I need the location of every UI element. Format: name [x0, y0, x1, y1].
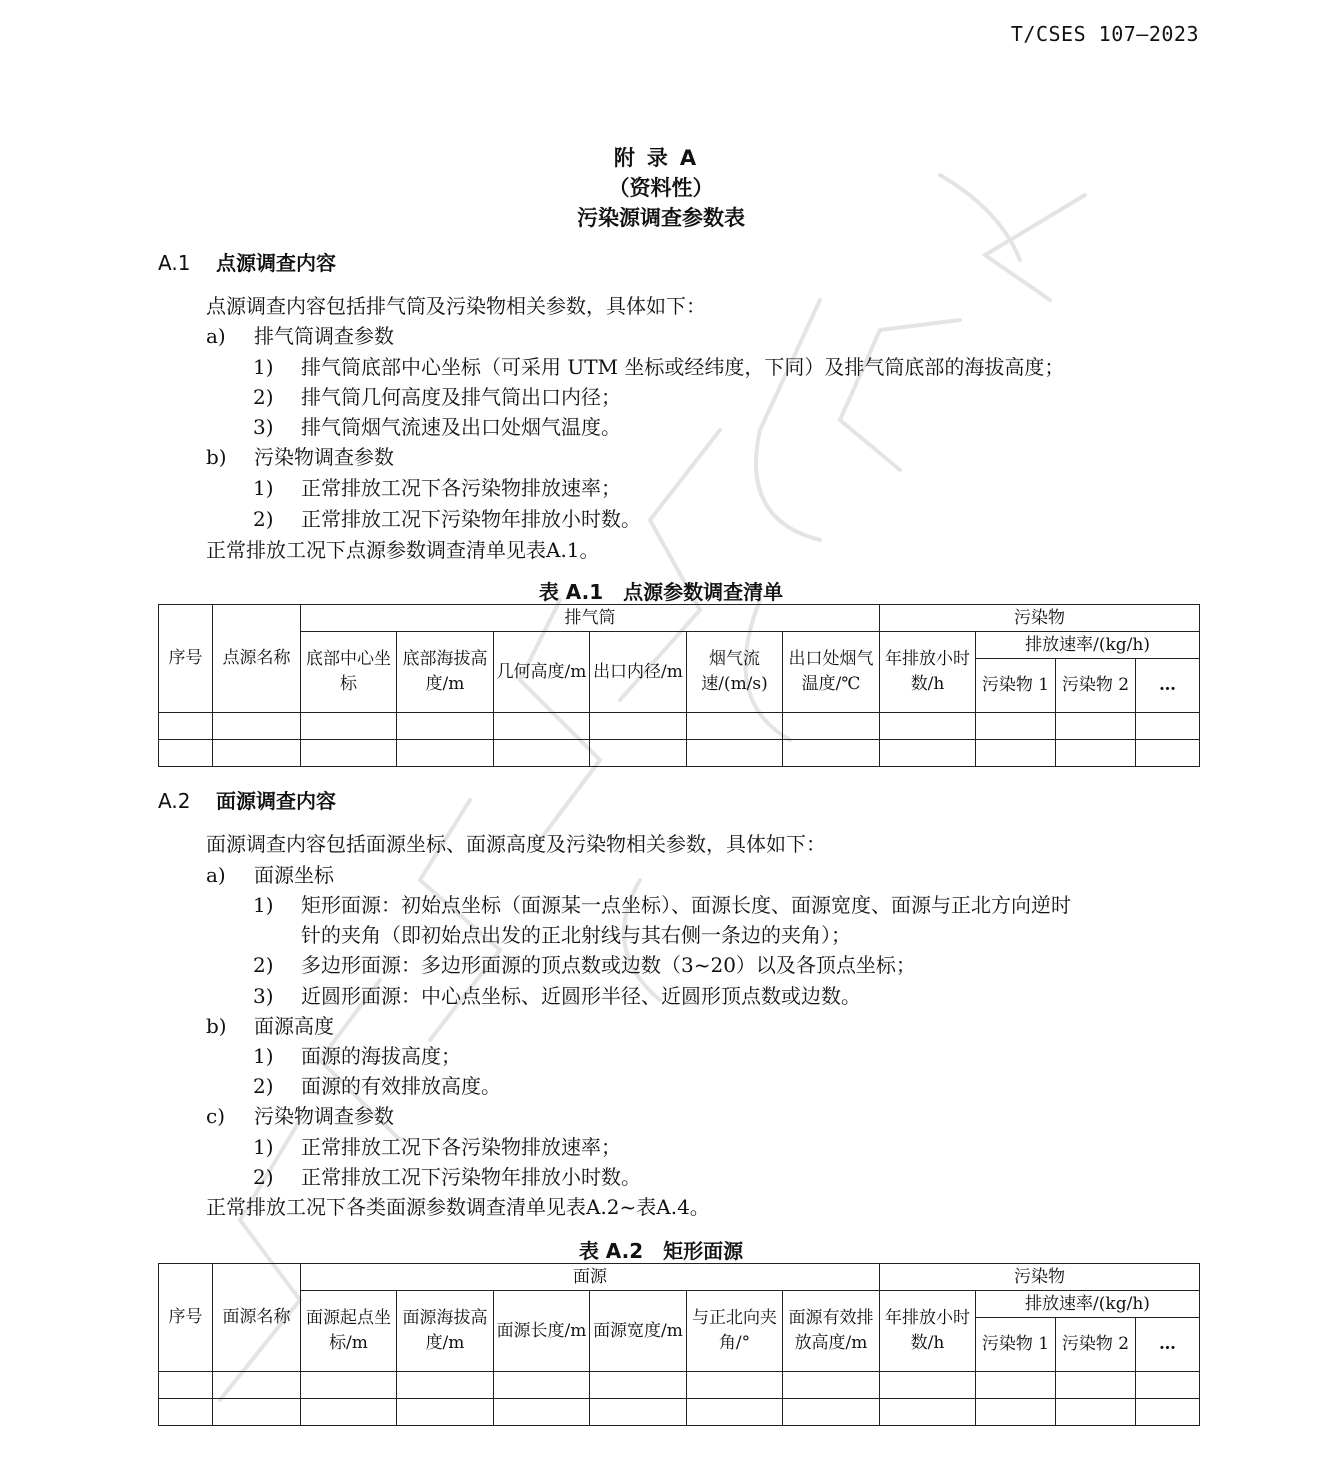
list-item: 3) 近圆形面源：中心点坐标、近圆形半径、近圆形顶点数或边数。: [253, 984, 861, 1008]
section-a2-heading: [158, 785, 336, 814]
col-header: 几何高度/m: [494, 632, 590, 713]
table-row: [159, 1372, 1200, 1399]
section-a2-closing: 正常排放工况下各类面源参数调查清单见表A.2~表A.4。: [206, 1195, 710, 1219]
col-header: 面源有效排放高度/m: [783, 1291, 880, 1372]
col-header: 面源长度/m: [494, 1291, 590, 1372]
table-a2-caption: 表 A.2 矩形面源: [578, 1239, 744, 1263]
document-code: T/CSES 107—2023: [1010, 22, 1199, 46]
col-pollutant-2: 污染物 2: [1056, 659, 1136, 713]
col-more: …: [1136, 659, 1200, 713]
list-item: 1) 面源的海拔高度；: [253, 1044, 461, 1068]
col-hours: 年排放小时数/h: [880, 632, 976, 713]
group-stack: 排气筒: [301, 605, 880, 632]
list-item: 1) 正常排放工况下各污染物排放速率；: [253, 476, 621, 500]
col-pollutant-1: 污染物 1: [976, 659, 1056, 713]
table-row: [159, 740, 1200, 767]
col-header: 面源宽度/m: [590, 1291, 687, 1372]
group-pollutant: 污染物: [880, 1264, 1200, 1291]
list-item: b) 面源高度: [206, 1014, 334, 1038]
section-a2-title: 面源调查内容: [216, 789, 336, 813]
list-item: 1) 正常排放工况下各污染物排放速率；: [253, 1135, 621, 1159]
appendix-heading: 污染源调查参数表: [577, 206, 745, 230]
col-header: 烟气流速/(m/s): [687, 632, 783, 713]
list-item: 2) 正常排放工况下污染物年排放小时数。: [253, 507, 641, 531]
section-a1-title: 点源调查内容: [216, 251, 336, 275]
section-a2-number: A.2: [158, 789, 191, 813]
list-item: 2) 排气筒几何高度及排气筒出口内径；: [253, 385, 621, 409]
list-item: b) 污染物调查参数: [206, 445, 394, 469]
list-item: a) 排气筒调查参数: [206, 324, 394, 348]
section-a1-heading: [158, 247, 336, 276]
table-a1: [158, 604, 1200, 767]
appendix-subtitle: （资料性）: [608, 176, 714, 200]
table-row: [159, 1399, 1200, 1426]
col-header: 底部海拔高度/m: [397, 632, 494, 713]
col-header: 与正北向夹角/°: [687, 1291, 783, 1372]
col-pollutant-2: 污染物 2: [1056, 1318, 1136, 1372]
col-seq: 序号: [159, 605, 213, 713]
appendix-title: 附录A: [613, 146, 709, 170]
section-a2-intro: 面源调查内容包括面源坐标、面源高度及污染物相关参数，具体如下：: [206, 832, 826, 856]
col-name: 面源名称: [213, 1264, 301, 1372]
list-item: c) 污染物调查参数: [206, 1104, 394, 1128]
list-item: 1) 矩形面源：初始点坐标（面源某一点坐标）、面源长度、面源宽度、面源与正北方向逆时: [253, 893, 1071, 917]
list-item: 2) 多边形面源：多边形面源的顶点数或边数（3~20）以及各顶点坐标；: [253, 953, 916, 977]
col-header: 出口内径/m: [590, 632, 687, 713]
table-a2: [158, 1263, 1200, 1426]
col-header: 底部中心坐标: [301, 632, 397, 713]
col-hours: 年排放小时数/h: [880, 1291, 976, 1372]
list-item-continuation: 针的夹角（即初始点出发的正北射线与其右侧一条边的夹角）；: [301, 923, 851, 947]
col-seq: 序号: [159, 1264, 213, 1372]
col-header: 出口处烟气温度/℃: [783, 632, 880, 713]
list-item: 3) 排气筒烟气流速及出口处烟气温度。: [253, 415, 621, 439]
col-rate: 排放速率/(kg/h): [976, 632, 1200, 659]
section-a1-intro: 点源调查内容包括排气筒及污染物相关参数，具体如下：: [206, 294, 706, 318]
section-a1-number: A.1: [158, 251, 191, 275]
col-pollutant-1: 污染物 1: [976, 1318, 1056, 1372]
list-item: 2) 正常排放工况下污染物年排放小时数。: [253, 1165, 641, 1189]
group-area-source: 面源: [301, 1264, 880, 1291]
table-row: [159, 713, 1200, 740]
list-item: 2) 面源的有效排放高度。: [253, 1074, 501, 1098]
table-a1-caption: 表 A.1 点源参数调查清单: [538, 580, 784, 604]
list-item: a) 面源坐标: [206, 863, 334, 887]
col-header: 面源起点坐标/m: [301, 1291, 397, 1372]
col-header: 面源海拔高度/m: [397, 1291, 494, 1372]
col-name: 点源名称: [213, 605, 301, 713]
section-a1-closing: 正常排放工况下点源参数调查清单见表A.1。: [206, 538, 600, 562]
list-item: 1) 排气筒底部中心坐标（可采用 UTM 坐标或经纬度，下同）及排气筒底部的海拔高度；: [253, 355, 1065, 379]
col-rate: 排放速率/(kg/h): [976, 1291, 1200, 1318]
col-more: …: [1136, 1318, 1200, 1372]
group-pollutant: 污染物: [880, 605, 1200, 632]
